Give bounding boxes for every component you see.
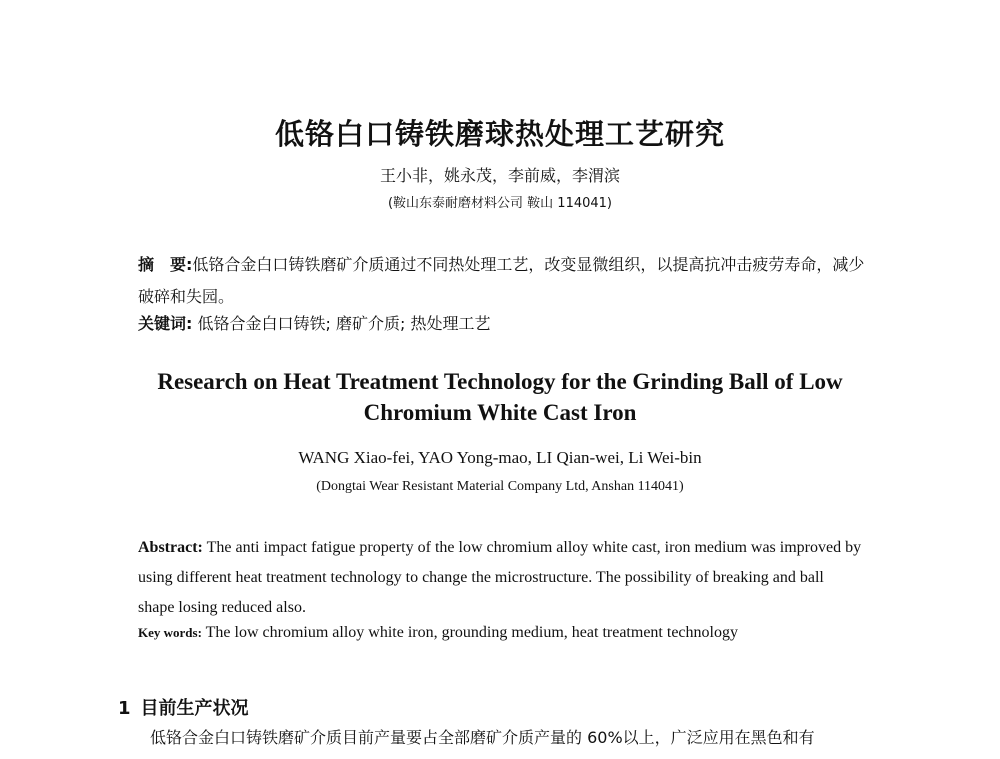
section-title: 目前生产状况 (140, 698, 249, 719)
chinese-authors: 王小非，姚永茂，李前威，李渭滨 (379, 166, 620, 185)
section-heading (118, 694, 249, 720)
chinese-abstract (138, 249, 868, 313)
english-abstract (138, 533, 862, 623)
chinese-abstract-text: 低铬合金白口铸铁磨矿介质通过不同热处理工艺，改变显微组织，以提高抗冲击疲劳寿命，减少破碎和失园。 (138, 255, 865, 306)
english-title (0, 366, 1000, 428)
body-paragraph: 低铬合金白口铸铁磨矿介质目前产量要占全部磨矿介质产量的 60%以上，广泛应用在黑色和有 (150, 728, 815, 747)
english-authors: WANG Xiao-fei, YAO Yong-mao, LI Qian-wei, Li Wei-bin (298, 448, 702, 467)
english-keywords-text: The low chromium alloy white iron, grounding medium, heat treatment technology (205, 624, 738, 641)
english-abstract-text: The anti impact fatigue property of the low chromium alloy white cast, iron medium was improved by using different heat treatment technology to change the microstructure. The possibility of breaking and ball shape losing reduced also. (138, 539, 862, 616)
chinese-abstract-label: 摘 要: (138, 255, 193, 274)
english-keywords (138, 624, 738, 642)
english-title-line1: Research on Heat Treatment Technology for the Grinding Ball of Low (157, 369, 843, 394)
english-abstract-label: Abstract: (138, 539, 203, 556)
chinese-title: 低铬白口铸铁磨球热处理工艺研究 (274, 117, 725, 151)
chinese-keywords (138, 311, 490, 334)
english-keywords-label: Key words: (138, 625, 202, 640)
english-title-line2: Chromium White Cast Iron (363, 400, 637, 425)
chinese-affiliation: (鞍山东泰耐磨材料公司 鞍山 114041) (387, 196, 613, 211)
english-affiliation: (Dongtai Wear Resistant Material Company Ltd, Anshan 114041) (316, 479, 684, 494)
chinese-keywords-text: 低铬合金白口铸铁; 磨矿介质; 热处理工艺 (197, 314, 491, 333)
section-number: 1 (118, 698, 131, 719)
chinese-keywords-label: 关键词: (138, 314, 193, 333)
